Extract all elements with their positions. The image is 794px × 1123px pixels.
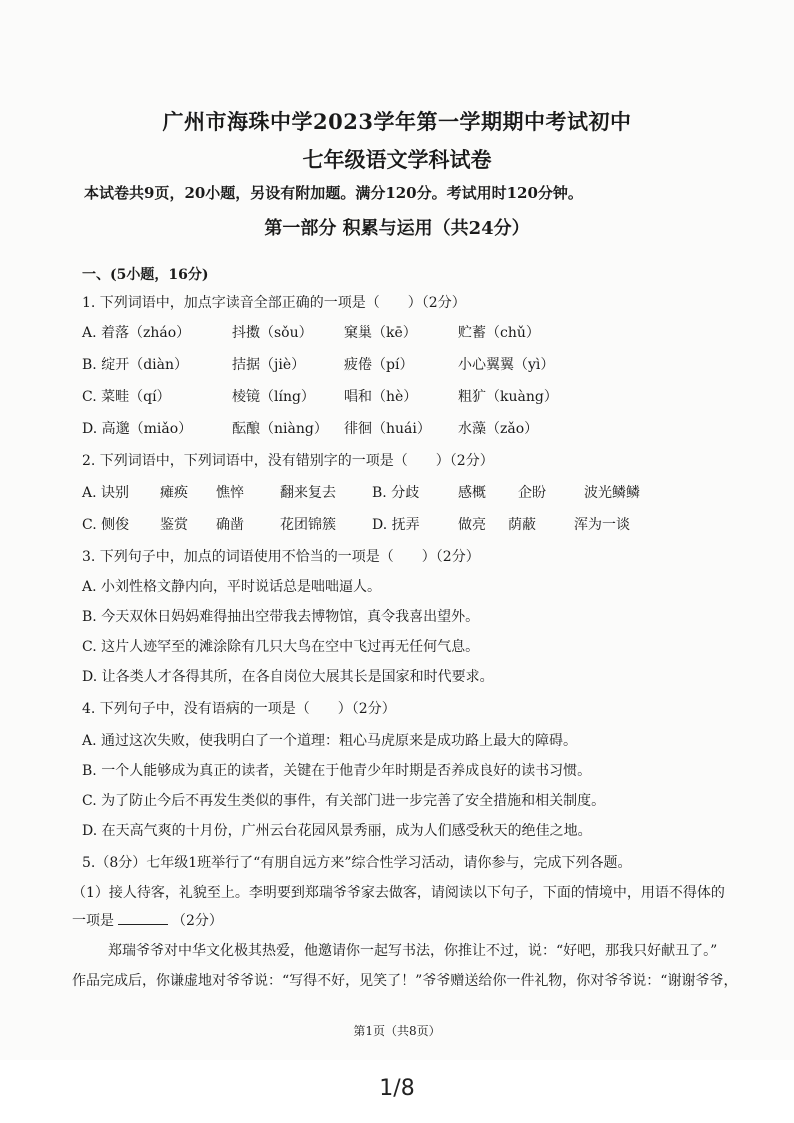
q3-option-c: C. 这片人迹罕至的滩涂除有几只大鸟在空中飞过再无任何气息。 <box>82 639 480 655</box>
q1-word: 拮据（jiè） <box>232 357 306 373</box>
q2-option: C. 侧俊 <box>82 517 130 533</box>
q2-word: 确凿 <box>216 517 244 533</box>
q2-word: 花团锦簇 <box>280 517 336 533</box>
q3-option-d: D. 让各类人才各得其所，在各自岗位大展其长是国家和时代要求。 <box>82 669 494 685</box>
q1-word: 水藻（zǎo） <box>458 421 539 437</box>
q2-word: 做亮 <box>458 517 486 533</box>
q1-word: 抖擞（sǒu） <box>232 325 313 341</box>
q1-option: A. 着落（zháo） <box>82 325 191 341</box>
page-indicator: 1/8 <box>379 1076 415 1101</box>
q1-option: D. 高邈（miǎo） <box>82 421 193 437</box>
q1-word: 粗犷（kuàng） <box>458 389 558 405</box>
q1-word: 疲倦（pí） <box>344 357 414 373</box>
q4-option-b: B. 一个人能够成为真正的读者，关键在于他青少年时期是否养成良好的读书习惯。 <box>82 763 592 779</box>
exam-intro: 本试卷共9页，20小题，另设有附加题。满分120分。考试用时120分钟。 <box>84 184 583 202</box>
q5-sub1-line1: （1）接人待客，礼貌至上。李明要到郑瑞爷爷家去做客，请阅读以下句子，下面的情境中，用语不得体的 <box>72 885 725 901</box>
q2-word: 瘫痪 <box>160 485 188 501</box>
q5-sub1-suffix: （2分） <box>172 913 223 929</box>
question-4-stem: 4. 下列句子中，没有语病的一项是（ ）（2分） <box>82 701 396 717</box>
q1-word: 徘徊（huái） <box>344 421 431 437</box>
q5-passage-line1: 郑瑞爷爷对中华文化极其热爱，他邀请你一起写书法，你推让不过，说：“好吧，那我只好献丑了。” <box>108 943 718 959</box>
q3-option-b: B. 今天双休日妈妈难得抽出空带我去博物馆，真令我喜出望外。 <box>82 609 480 625</box>
q5-sub1-line2 <box>72 910 223 930</box>
q2-option: A. 诀别 <box>82 485 130 501</box>
q1-word: 窠巢（kē） <box>344 325 417 341</box>
question-2-stem: 2. 下列词语中，下列词语中，没有错别字的一项是（ ）（2分） <box>82 453 494 469</box>
q1-word: 小心翼翼（yì） <box>458 357 555 373</box>
question-1-stem: 1. 下列词语中，加点字读音全部正确的一项是（ ）（2分） <box>82 295 466 311</box>
q2-word: 感概 <box>458 485 486 501</box>
q4-option-d: D. 在天高气爽的十月份，广州云台花园风景秀丽，成为人们感受秋天的绝佳之地。 <box>82 823 592 839</box>
q1-word: 贮蓄（chǔ） <box>458 325 540 341</box>
q1-word: 棱镜（líng） <box>232 389 315 405</box>
q2-word: 波光鳞鳞 <box>584 485 640 501</box>
q1-word: 酝酿（niàng） <box>232 421 328 437</box>
q2-word: 荫蔽 <box>508 517 536 533</box>
q5-sub1-prefix: 一项是 <box>72 913 114 929</box>
q1-option: B. 绽开（diàn） <box>82 357 188 373</box>
q2-option: D. 抚弄 <box>372 517 420 533</box>
q2-word: 翻来复去 <box>280 485 336 501</box>
exam-title-line2: 七年级语文学科试卷 <box>302 147 492 172</box>
q4-option-a: A. 通过这次失败，使我明白了一个道理：粗心马虎原来是成功路上最大的障碍。 <box>82 733 578 749</box>
q2-word: 企盼 <box>518 485 546 501</box>
question-3-stem: 3. 下列句子中，加点的词语使用不恰当的一项是（ ）（2分） <box>82 549 480 565</box>
q1-option: C. 菜畦（qí） <box>82 389 171 405</box>
q5-passage-line2: 作品完成后，你谦虚地对爷爷说：“写得不好，见笑了！”爷爷赠送给你一件礼物，你对爷爷说：“谢谢爷爷， <box>72 973 738 989</box>
q2-word: 鉴赏 <box>160 517 188 533</box>
q3-option-a: A. 小刘性格文静内向，平时说话总是咄咄逼人。 <box>82 579 382 595</box>
page-footer: 第1页（共8页） <box>353 1024 441 1038</box>
q2-option: B. 分歧 <box>372 485 420 501</box>
q2-word: 憔悴 <box>216 485 244 501</box>
part-title: 第一部分 积累与运用（共24分） <box>264 218 530 239</box>
q1-word: 唱和（hè） <box>344 389 418 405</box>
exam-title-line1: 广州市海珠中学2023学年第一学期期中考试初中 <box>162 109 632 134</box>
q4-option-c: C. 为了防止今后不再发生类似的事件，有关部门进一步完善了安全措施和相关制度。 <box>82 793 606 809</box>
question-5-stem: 5.（8分）七年级1班举行了“有朋自远方来”综合性学习活动，请你参与，完成下列各题。 <box>82 855 632 871</box>
answer-blank[interactable] <box>118 912 168 925</box>
section-heading: 一、(5小题，16分) <box>82 267 209 283</box>
q2-word: 浑为一谈 <box>574 517 630 533</box>
